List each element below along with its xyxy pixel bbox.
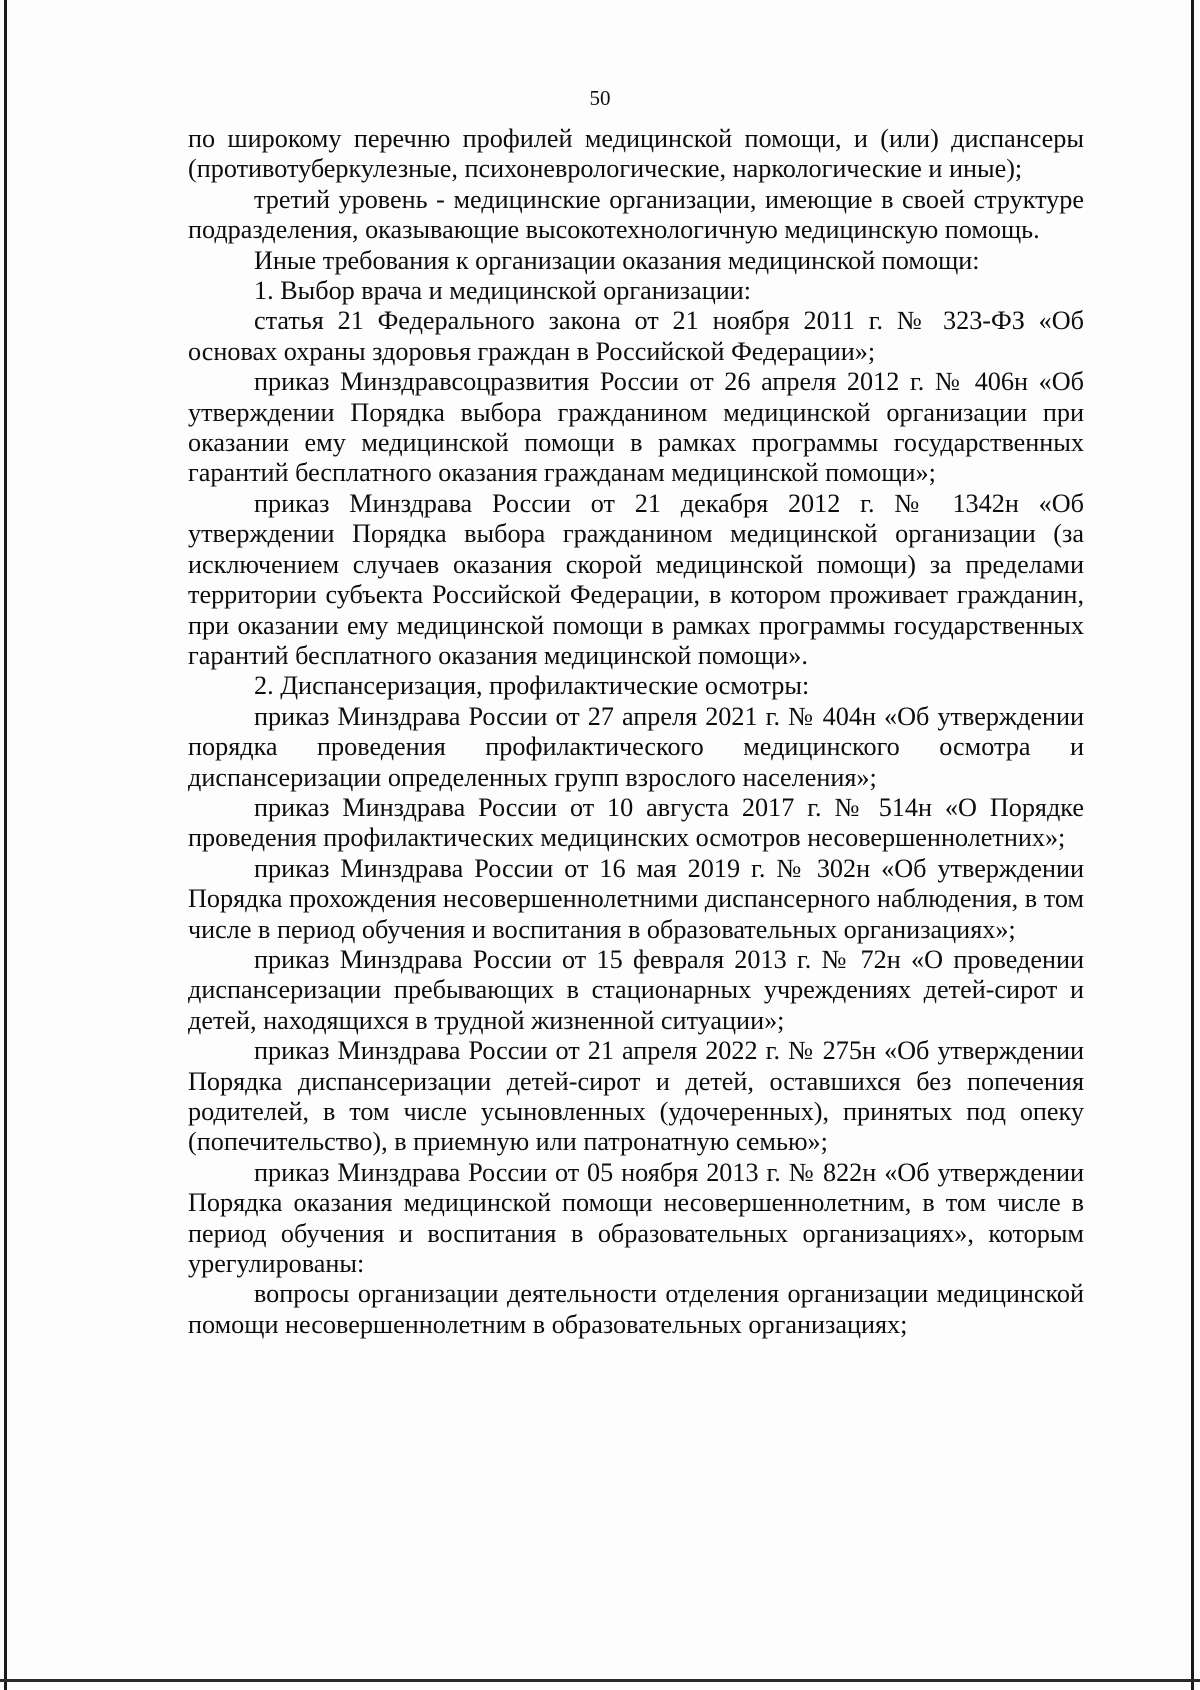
paragraph: приказ Минздравсоцразвития России от 26 апреля 2012 г. № 406н «Об утверждении Порядка выбора гражданином медицинской организации при оказании ему медицинской помощи в рамках программы государственных гарантий бесплатного оказания гражданам медицинской помощи»; — [188, 367, 1084, 488]
paragraph: приказ Минздрава России от 27 апреля 2021 г. № 404н «Об утверждении порядка проведения профилактического медицинского осмотра и диспансеризации определенных групп взрослого населения»; — [188, 701, 1084, 792]
paragraph: приказ Минздрава России от 05 ноября 2013 г. № 822н «Об утверждении Порядка оказания медицинской помощи несовершеннолетним, в том числе в период обучения и воспитания в образовательных организациях», которым урегулированы: — [188, 1157, 1084, 1279]
paragraph: статья 21 Федерального закона от 21 ноября 2011 г. № 323-ФЗ «Об основах охраны здоровья граждан в Российской Федерации»; — [188, 306, 1084, 366]
paragraph: приказ Минздрава России от 21 декабря 2012 г. № 1342н «Об утверждении Порядка выбора гражданином медицинской организации (за исключением случаев оказания скорой медицинской помощи) за пределами территории субъекта Российской Федерации, в котором проживает гражданин, при оказании ему медицинской помощи в рамках программы государственных гарантий бесплатного оказания медицинской помощи». — [188, 488, 1084, 670]
paragraph: 2. Диспансеризация, профилактические осмотры: — [254, 671, 810, 701]
paragraph: 1. Выбор врача и медицинской организации: — [254, 276, 752, 306]
page-number: 50 — [589, 86, 611, 110]
paragraph: Иные требования к организации оказания медицинской помощи: — [254, 245, 980, 275]
paragraph: приказ Минздрава России от 15 февраля 2013 г. № 72н «О проведении диспансеризации пребывающих в стационарных учреждениях детей-сирот и детей, находящихся в трудной жизненной ситуации»; — [188, 944, 1084, 1035]
paragraph: приказ Минздрава России от 16 мая 2019 г. № 302н «Об утверждении Порядка прохождения несовершеннолетними диспансерного наблюдения, в том числе в период обучения и воспитания в образовательных организациях»; — [188, 853, 1084, 944]
scan-edge-right — [1191, 0, 1194, 1690]
paragraph: приказ Минздрава России от 21 апреля 2022 г. № 275н «Об утверждении Порядка диспансеризации детей-сирот и детей, оставшихся без попечения родителей, в том числе усыновленных (удочеренных), принятых под опеку (попечительство), в приемную или патронатную семью»; — [188, 1036, 1084, 1157]
scan-edge-bottom — [0, 1679, 1200, 1682]
scan-edge-left — [4, 0, 7, 1690]
document-body — [188, 124, 1084, 1340]
paragraph: третий уровень - медицинские организации, имеющие в своей структуре подразделения, оказывающие высокотехнологичную медицинскую помощь. — [188, 184, 1084, 245]
paragraph: вопросы организации деятельности отделения организации медицинской помощи несовершеннолетним в образовательных организациях; — [188, 1279, 1084, 1339]
paragraph: приказ Минздрава России от 10 августа 2017 г. № 514н «О Порядке проведения профилактических медицинских осмотров несовершеннолетних»; — [188, 792, 1084, 853]
paragraph: по широкому перечню профилей медицинской помощи, и (или) диспансеры (противотуберкулезные, психоневрологические, наркологические и иные); — [188, 124, 1084, 184]
